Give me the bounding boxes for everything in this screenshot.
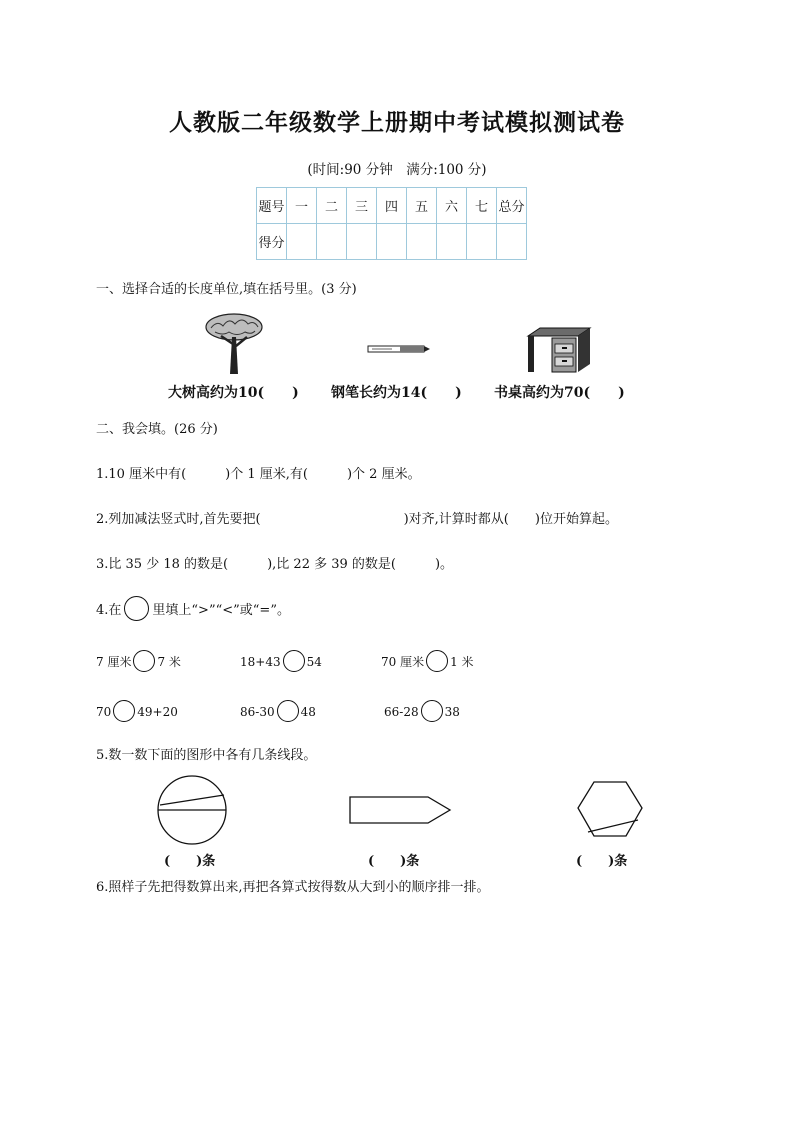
compare-circle[interactable] [133, 650, 155, 672]
compare-right: 54 [306, 655, 322, 669]
question-4-prefix: 4.在 [96, 603, 122, 618]
score-cell: 题号 [257, 188, 287, 224]
pen-length-question: 钢笔长约为14( ) [331, 385, 462, 401]
compare-item [381, 650, 474, 672]
score-cell: 四 [377, 188, 407, 224]
section1-heading: 一、选择合适的长度单位,填在括号里。(3 分) [96, 282, 357, 297]
score-cell: 一 [287, 188, 317, 224]
compare-right: 1 米 [450, 655, 474, 669]
compare-item [240, 650, 322, 672]
compare-circle[interactable] [277, 700, 299, 722]
question-1: 1.10 厘米中有( )个 1 厘米,有( )个 2 厘米。 [96, 467, 421, 482]
question-3: 3.比 35 少 18 的数是( ),比 22 多 39 的数是( )。 [96, 557, 454, 572]
tree-height-question: 大树高约为10( ) [168, 385, 299, 401]
compare-right: 48 [300, 705, 316, 719]
score-input-cell[interactable] [287, 224, 317, 260]
section2-heading: 二、我会填。(26 分) [96, 422, 218, 437]
score-cell: 得分 [257, 224, 287, 260]
question-2: 2.列加减法竖式时,首先要把( )对齐,计算时都从( )位开始算起。 [96, 512, 618, 527]
score-input-cell[interactable] [437, 224, 467, 260]
exam-info: (时间:90 分钟 满分:100 分) [307, 162, 487, 178]
question-5: 5.数一数下面的图形中各有几条线段。 [96, 748, 317, 763]
compare-item [96, 700, 178, 722]
score-cell: 六 [437, 188, 467, 224]
compare-left: 70 厘米 [381, 655, 425, 669]
compare-left: 18+43 [240, 655, 281, 669]
circle-figure [156, 774, 228, 846]
compare-item [240, 700, 316, 722]
score-cell: 三 [347, 188, 377, 224]
compare-circle[interactable] [421, 700, 443, 722]
pen-icon [366, 342, 432, 356]
hexagon-figure [576, 780, 644, 840]
score-table [256, 187, 527, 260]
compare-right: 7 米 [157, 655, 181, 669]
score-table-header-row [257, 188, 527, 224]
score-input-cell[interactable] [467, 224, 497, 260]
circle-icon [124, 596, 149, 621]
question-4 [96, 596, 290, 621]
score-input-cell[interactable] [347, 224, 377, 260]
desk-icon [526, 326, 592, 374]
score-input-cell[interactable] [377, 224, 407, 260]
compare-right: 49+20 [137, 705, 178, 719]
compare-circle[interactable] [426, 650, 448, 672]
desk-height-question: 书桌高约为70( ) [494, 385, 625, 401]
compare-left: 7 厘米 [96, 655, 132, 669]
circle-answer: ( )条 [164, 854, 216, 869]
tree-icon [203, 310, 265, 376]
compare-left: 66-28 [384, 705, 419, 719]
question-4-suffix: 里填上“>”“<”或“=”。 [152, 603, 290, 618]
compare-item [96, 650, 181, 672]
score-cell: 七 [467, 188, 497, 224]
score-cell: 二 [317, 188, 347, 224]
pencil-answer: ( )条 [368, 854, 420, 869]
compare-circle[interactable] [113, 700, 135, 722]
score-table-score-row [257, 224, 527, 260]
score-input-cell[interactable] [407, 224, 437, 260]
score-cell: 总分 [497, 188, 527, 224]
score-cell: 五 [407, 188, 437, 224]
compare-left: 70 [96, 705, 112, 719]
hexagon-answer: ( )条 [576, 854, 628, 869]
pencil-shape-figure [348, 795, 454, 825]
question-6: 6.照样子先把得数算出来,再把各算式按得数从大到小的顺序排一排。 [96, 880, 490, 895]
page-title: 人教版二年级数学上册期中考试模拟测试卷 [169, 109, 625, 136]
compare-left: 86-30 [240, 705, 275, 719]
compare-item [384, 700, 460, 722]
score-input-cell[interactable] [497, 224, 527, 260]
score-input-cell[interactable] [317, 224, 347, 260]
compare-circle[interactable] [283, 650, 305, 672]
compare-right: 38 [444, 705, 460, 719]
